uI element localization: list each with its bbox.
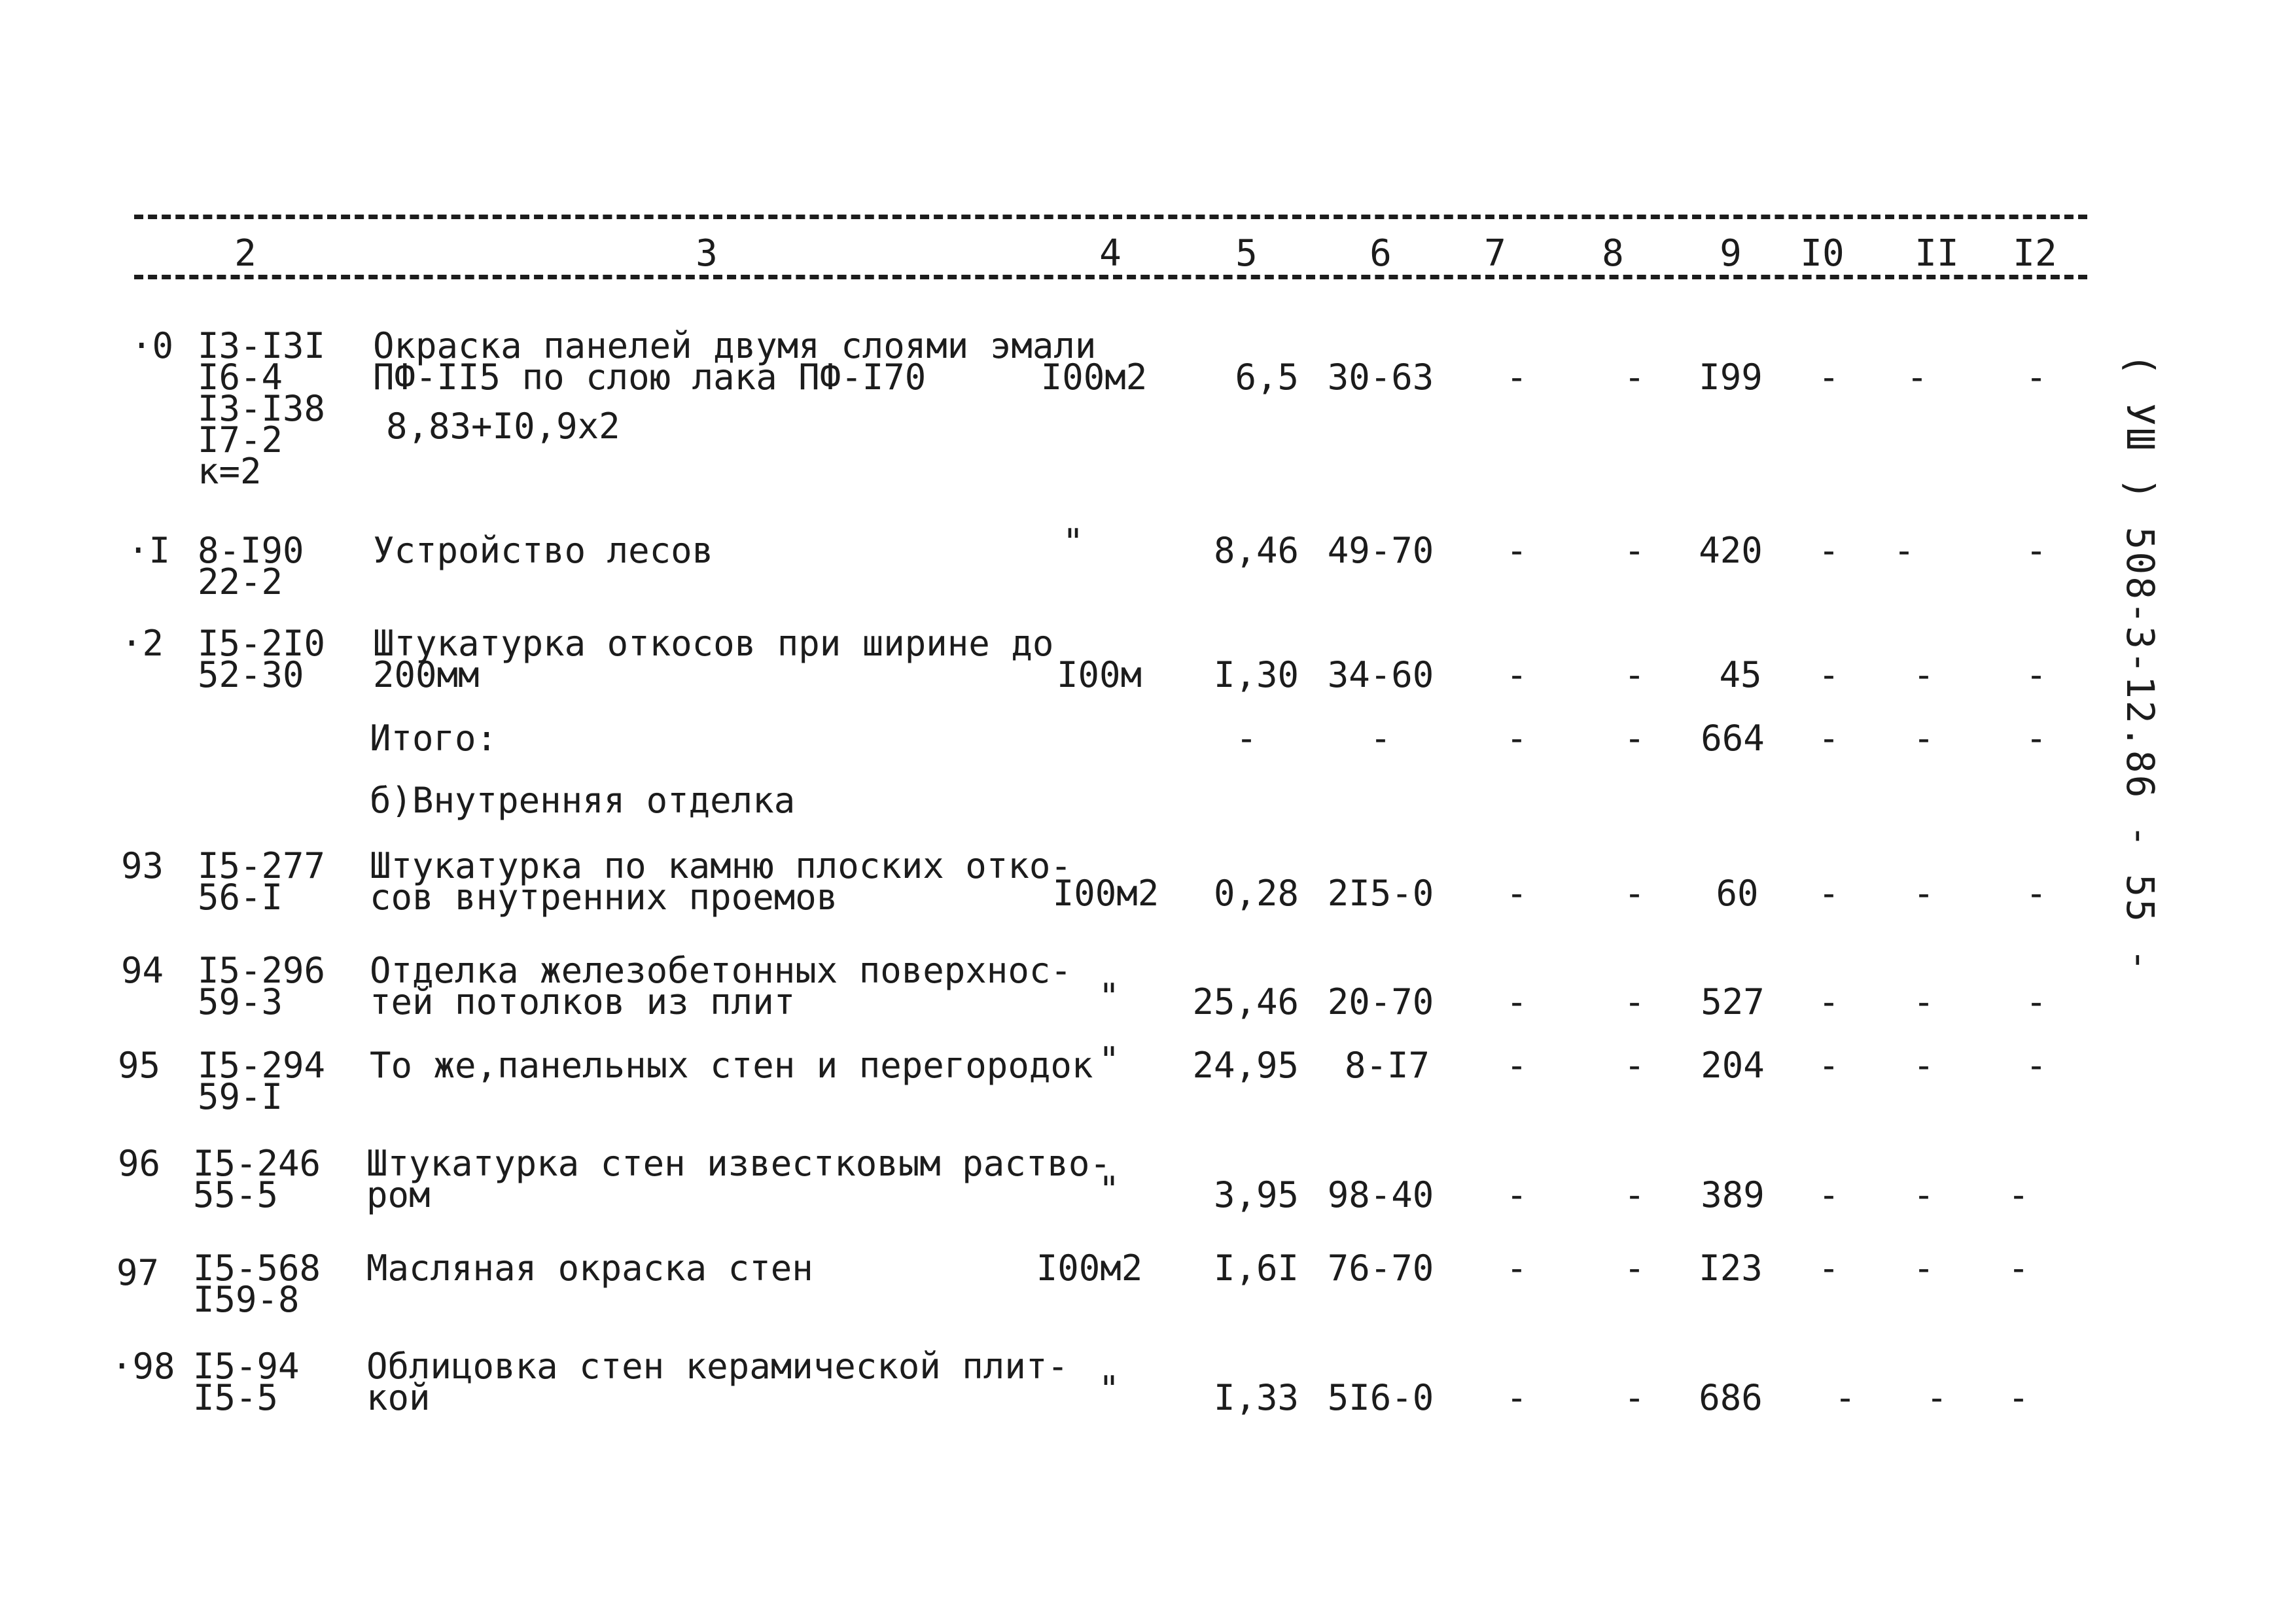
col-12: - [2025,873,2047,914]
quantity: 6,5 [1235,357,1299,398]
col-8: - [1623,1248,1646,1289]
row-number: 97 [116,1252,160,1293]
col-header-10: I0 [1800,232,1845,275]
norm-code: I5-277 [198,845,326,886]
unit: " [1098,1369,1120,1410]
work-name: Устройство лесов [373,530,714,571]
col-11: - [1893,530,1915,571]
unit: I00м [1056,654,1142,695]
row-number: 96 [118,1143,161,1184]
norm-code: 56-I [198,877,283,918]
work-name: Штукатурка откосов при ширине до [373,623,1054,664]
norm-code: I7-2 [198,419,283,461]
col-12: - [2007,1174,2030,1215]
col-11: - [1913,873,1935,914]
norm-code: I5-2I0 [198,623,326,664]
col-header-3: 3 [696,232,718,275]
col-8: - [1623,718,1646,759]
col-11: - [1913,1174,1935,1215]
col-8: - [1623,654,1646,695]
quantity: 0,28 [1213,873,1299,914]
work-name: То же,панельных стен и перегородок [370,1045,1093,1086]
norm-code: 22-2 [198,561,283,602]
col-10: - [1818,1045,1840,1086]
work-name: кой [366,1377,431,1418]
price: 20-70 [1327,981,1434,1022]
cost: 686 [1699,1377,1763,1418]
norm-code: I3-I3I [198,325,326,366]
row-number: ·98 [111,1346,175,1387]
top-dashed-rule [134,215,2087,219]
cost: I23 [1699,1248,1763,1289]
norm-code: 59-3 [198,981,283,1022]
col-7: - [1506,357,1528,398]
col-7: - [1506,1377,1528,1418]
work-name: Отделка железобетонных поверхнос- [370,950,1072,991]
col-11: - [1913,1248,1935,1289]
col-11: - [1913,981,1935,1022]
work-name: сов внутренних проемов [370,877,838,918]
work-formula: 8,83+I0,9х2 [386,406,620,447]
col-7: - [1506,981,1528,1022]
col-10: - [1818,530,1840,571]
unit: " [1062,521,1084,563]
unit: I00м2 [1036,1248,1143,1289]
header-dashed-rule [134,275,2087,279]
price: 8-I7 [1344,1045,1430,1086]
total-cost: 664 [1701,718,1765,759]
col-7: - [1506,1174,1528,1215]
quantity: - [1235,718,1258,759]
col-7: - [1506,718,1528,759]
quantity: 8,46 [1213,530,1299,571]
col-10: - [1818,981,1840,1022]
unit: " [1098,1169,1120,1210]
col-12: - [2007,1377,2030,1418]
row-number: 94 [121,950,164,991]
col-header-9: 9 [1720,232,1742,275]
col-header-6: 6 [1369,232,1392,275]
quantity: 25,46 [1192,981,1299,1022]
cost: 389 [1701,1174,1765,1215]
col-12: - [2025,1045,2047,1086]
norm-code: 55-5 [193,1174,279,1215]
section-heading: б)Внутренняя отделка [370,780,796,821]
unit: I00м2 [1052,873,1159,914]
norm-code: I5-296 [198,950,326,991]
col-12: - [2025,654,2047,695]
quantity: 24,95 [1192,1045,1299,1086]
col-10: - [1834,1377,1856,1418]
quantity: I,33 [1213,1377,1299,1418]
work-name: Масляная окраска стен [366,1248,813,1289]
quantity: I,30 [1213,654,1299,695]
work-name: Штукатурка стен известковым раство- [366,1143,1111,1184]
col-11: - [1906,357,1928,398]
work-name: Облицовка стен керамической плит- [366,1346,1069,1387]
unit: " [1098,1039,1120,1081]
col-8: - [1623,873,1646,914]
col-11: - [1926,1377,1948,1418]
col-10: - [1818,873,1840,914]
col-12: - [2025,981,2047,1022]
price: 76-70 [1327,1248,1434,1289]
cost: 45 [1719,654,1762,695]
norm-code: I5-568 [193,1248,321,1289]
col-8: - [1623,1377,1646,1418]
cost: 527 [1701,981,1765,1022]
price: 5I6-0 [1327,1377,1434,1418]
work-name: Окраска панелей двумя слоями эмали [373,325,1097,366]
col-10: - [1818,654,1840,695]
cost: I99 [1699,357,1763,398]
col-8: - [1623,1174,1646,1215]
col-header-4: 4 [1099,232,1122,275]
norm-code: I3-I38 [198,388,326,429]
col-8: - [1623,981,1646,1022]
price: 30-63 [1327,357,1434,398]
total-label: Итого: [370,718,498,759]
col-10: - [1818,1174,1840,1215]
col-8: - [1623,1045,1646,1086]
price: 34-60 [1327,654,1434,695]
col-10: - [1818,1248,1840,1289]
col-11: - [1913,654,1935,695]
work-name: ром [366,1174,431,1215]
col-header-5: 5 [1235,232,1258,275]
work-name: тей потолков из плит [370,981,796,1022]
work-name: 200мм [373,654,480,695]
col-header-2: 2 [234,232,256,275]
col-header-12: I2 [2013,232,2057,275]
quantity: I,6I [1213,1248,1299,1289]
col-12: - [2025,357,2047,398]
row-number: 95 [118,1045,161,1086]
col-header-11: II [1915,232,1959,275]
norm-code: I5-94 [193,1346,300,1387]
work-name: Штукатурка по камню плоских отко- [370,845,1072,886]
price: 49-70 [1327,530,1434,571]
quantity: 3,95 [1213,1174,1299,1215]
norm-code: I5-246 [193,1143,321,1184]
col-12: - [2025,530,2047,571]
col-11: - [1913,718,1935,759]
price: - [1369,718,1392,759]
norm-code: I59-8 [193,1279,300,1320]
cost: 420 [1699,530,1763,571]
col-12: - [2007,1248,2030,1289]
col-header-7: 7 [1484,232,1506,275]
col-header-8: 8 [1602,232,1624,275]
row-number: ·I [128,530,171,571]
cost: 204 [1701,1045,1765,1086]
col-7: - [1506,654,1528,695]
norm-code: I6-4 [198,357,283,398]
col-10: - [1818,718,1840,759]
norm-code: 59-I [198,1076,283,1117]
col-7: - [1506,873,1528,914]
col-7: - [1506,530,1528,571]
row-number: 93 [121,845,164,886]
row-number: ·0 [131,325,174,366]
norm-code: 52-30 [198,654,304,695]
col-11: - [1913,1045,1935,1086]
price: 2I5-0 [1327,873,1434,914]
norm-code: 8-I90 [198,530,304,571]
col-12: - [2025,718,2047,759]
col-7: - [1506,1248,1528,1289]
col-8: - [1623,357,1646,398]
unit: " [1098,976,1120,1017]
cost: 60 [1716,873,1759,914]
norm-code: I5-5 [193,1377,279,1418]
col-10: - [1818,357,1840,398]
norm-code: к=2 [198,451,262,492]
unit: I00м2 [1040,357,1148,398]
row-number: ·2 [121,623,164,664]
col-8: - [1623,530,1646,571]
side-document-code: ( УШ ) 508-3-12.86 - 55 - [2118,353,2163,973]
norm-code: I5-294 [198,1045,326,1086]
col-7: - [1506,1045,1528,1086]
work-name: ПФ-II5 по слою лака ПФ-I70 [373,357,927,398]
price: 98-40 [1327,1174,1434,1215]
